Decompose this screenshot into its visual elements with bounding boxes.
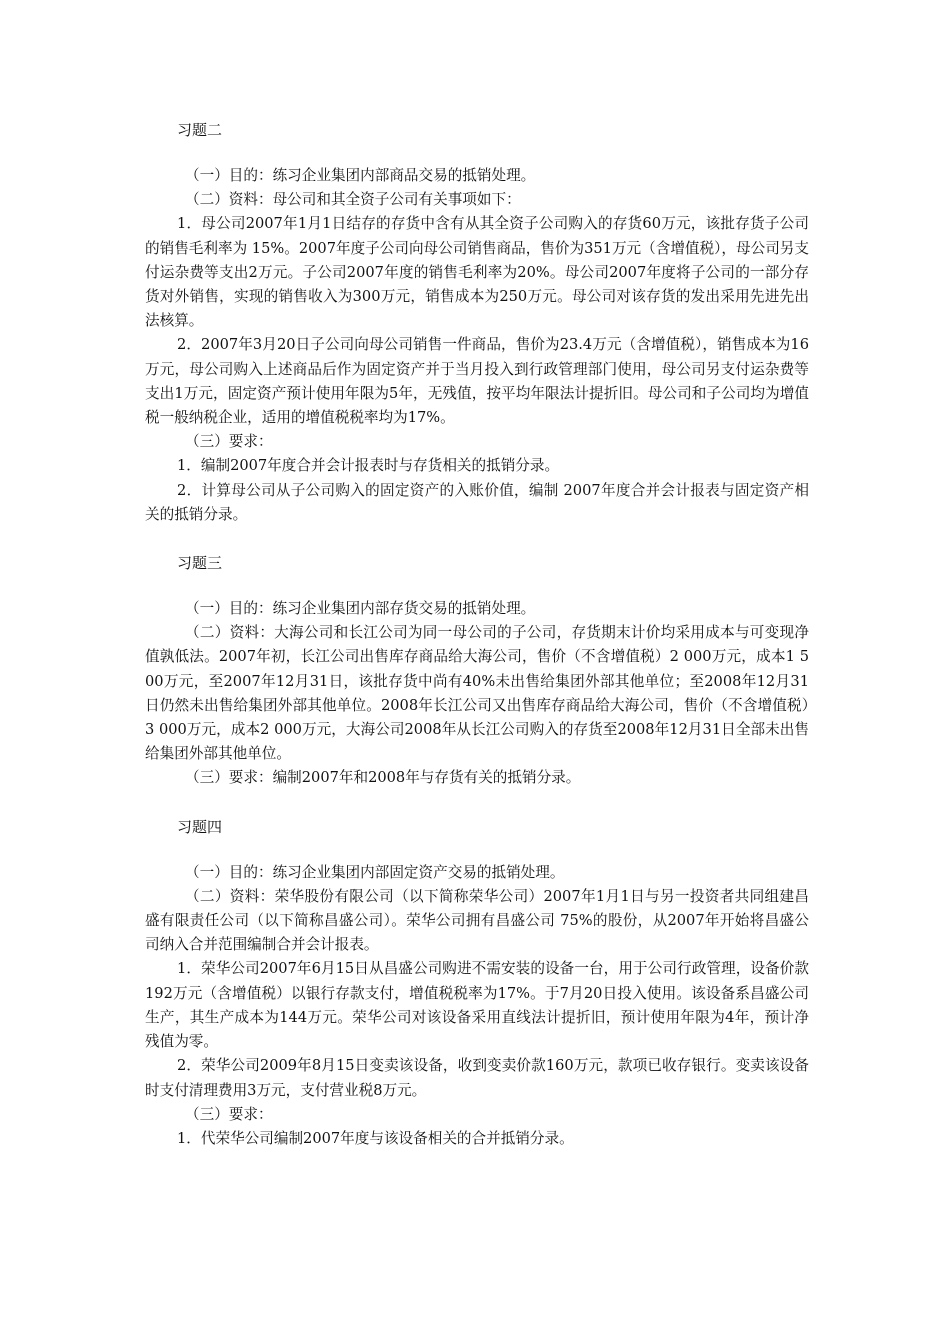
exercise-4-purpose: （一）目的：练习企业集团内部固定资产交易的抵销处理。 — [185, 863, 565, 881]
exercise-2-requirement-1: 1．编制2007年度合并会计报表时与存货相关的抵销分录。 — [177, 457, 560, 475]
exercise-4-material-1: 1．荣华公司2007年6月15日从昌盛公司购进不需安装的设备一台，用于公司行政管理，设备价款192万元（含增值税）以银行存款支付，增值税税率为17%。于7月20日投入使用。该设备系昌盛公司生产，其生产成本为144万元。荣华公司对该设备采用直线法计提折旧，预计使用年限为4年，预计净残值为零。 — [145, 960, 809, 1051]
exercise-3-materials: （二）资料：大海公司和长江公司为同一母公司的子公司，存货期末计价均采用成本与可变现净值孰低法。2007年初，长江公司出售库存商品给大海公司，售价（不含增值税）2 000万元，成本1 500万元，至2007年12月31日，该批存货中尚有40%未出售给集团外部其他单位；至2008年12月31日仍然未出售给集团外部其他单位。2008年长江公司又出售库存商品给大海公司，售价（不含增值税）3 000万元，成本2 000万元，大海公司2008年从长江公司购入的存货至2008年12月31日全部未出售给集团外部其他单位。 — [145, 624, 809, 763]
exercise-2-requirement-2: 2．计算母公司从子公司购入的固定资产的入账价值，编制 2007年度合并会计报表与固定资产相关的抵销分录。 — [145, 481, 809, 523]
exercise-2-materials-intro: （二）资料：母公司和其全资子公司有关事项如下： — [185, 191, 521, 209]
document-page — [145, 118, 809, 1151]
exercise-3-purpose: （一）目的：练习企业集团内部存货交易的抵销处理。 — [185, 600, 536, 618]
exercise-4-section — [145, 815, 809, 1151]
exercise-2-purpose: （一）目的：练习企业集团内部商品交易的抵销处理。 — [185, 167, 536, 184]
exercise-2-requirements-label: （三）要求： — [185, 433, 273, 451]
exercise-4-requirement-1: 1．代荣华公司编制2007年度与该设备相关的合并抵销分录。 — [177, 1129, 574, 1147]
exercise-4-requirements-label: （三）要求： — [185, 1105, 273, 1123]
exercise-2-material-1: 1．母公司2007年1月1日结存的存货中含有从其全资子公司购入的存货60万元，该批存货子公司的销售毛利率为 15%。2007年度子公司向母公司销售商品，售价为351万元（含增值税），母公司另支付运杂费等支出2万元。子公司2007年度的销售毛利率为20%。母公司2007年度将子公司的一部分存货对外销售，实现的销售收入为300万元，销售成本为250万元。母公司对该存货的发出采用先进先出法核算。 — [145, 215, 809, 330]
exercise-2-material-2: 2．2007年3月20日子公司向母公司销售一件商品，售价为23.4万元（含增值税），销售成本为16万元，母公司购入上述商品后作为固定资产并于当月投入到行政管理部门使用，母公司另支付运杂费等支出1万元，固定资产预计使用年限为5年，无残值，按平均年限法计提折旧。母公司和子公司均为增值税一般纳税企业，适用的增值税税率均为17%。 — [145, 336, 809, 427]
exercise-3-requirements: （三）要求：编制2007年和2008年与存货有关的抵销分录。 — [185, 769, 581, 787]
exercise-2-section — [145, 118, 809, 527]
exercise-4-materials: （二）资料：荣华股份有限公司（以下简称荣华公司）2007年1月1日与另一投资者共同组建昌盛有限责任公司（以下简称昌盛公司）。荣华公司拥有昌盛公司 75%的股份，从2007年开始将昌盛公司纳入合并范围编制合并会计报表。 — [145, 887, 809, 954]
exercise-4-title: 习题四 — [177, 817, 223, 836]
exercise-3-section — [145, 551, 809, 791]
exercise-4-material-2: 2．荣华公司2009年8月15日变卖该设备，收到变卖价款160万元，款项已收存银行。变卖该设备时支付清理费用3万元，支付营业税8万元。 — [145, 1057, 809, 1099]
exercise-3-title: 习题三 — [177, 554, 223, 573]
exercise-2-title: 习题二 — [177, 121, 223, 139]
